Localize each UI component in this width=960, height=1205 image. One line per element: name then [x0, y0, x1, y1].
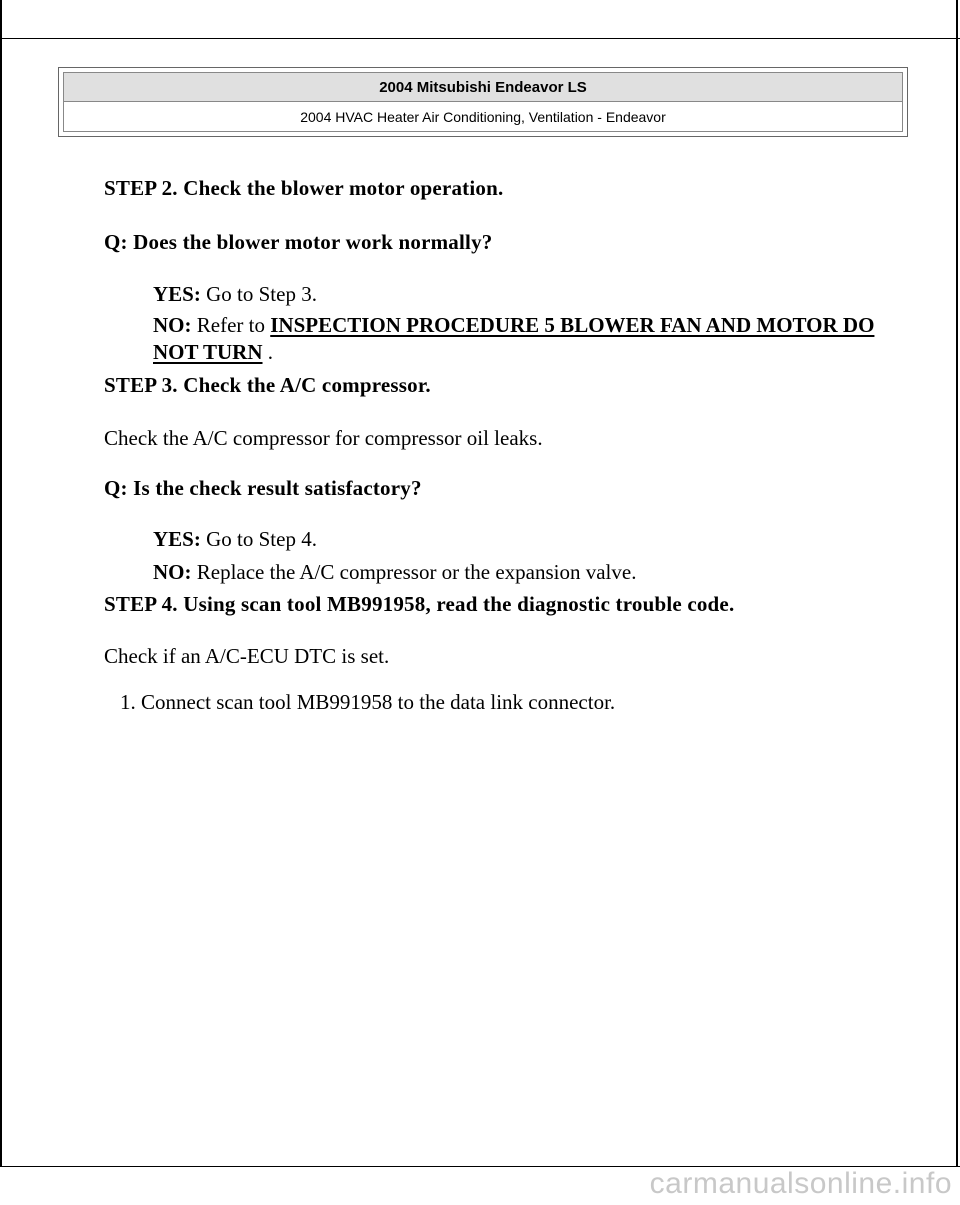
no-tail: .: [262, 340, 274, 364]
document-header-inner: [63, 72, 903, 132]
no-label: NO:: [153, 313, 192, 337]
step-2-no-answer: [153, 312, 883, 366]
no-text: Refer to: [191, 313, 271, 337]
document-header: [58, 67, 908, 137]
no-label: NO:: [153, 560, 192, 584]
step-3-heading: STEP 3. Check the A/C compressor.: [104, 373, 431, 397]
vehicle-title: 2004 Mitsubishi Endeavor LS: [64, 73, 902, 102]
step-3-question: Q: Is the check result satisfactory?: [104, 476, 422, 500]
step-2-yes-answer: [153, 282, 317, 307]
list-item-text: Connect scan tool MB991958 to the data link connector.: [141, 690, 616, 714]
step-2-question: Q: Does the blower motor work normally?: [104, 230, 493, 254]
inspection-procedure-5-link[interactable]: INSPECTION PROCEDURE 5 BLOWER FAN AND MOTOR DO NOT TURN: [153, 313, 875, 364]
yes-text: Go to Step 3.: [200, 282, 317, 306]
yes-text: Go to Step 4.: [200, 527, 317, 551]
list-item-number: 1.: [120, 690, 136, 714]
yes-label: YES:: [153, 282, 201, 306]
yes-label: YES:: [153, 527, 201, 551]
step-3-yes-answer: [153, 527, 317, 552]
list-item: [120, 690, 615, 715]
no-text: Replace the A/C compressor or the expansion valve.: [191, 560, 637, 584]
site-watermark: carmanualsonline.info: [649, 1167, 952, 1200]
step-3-instruction: Check the A/C compressor for compressor oil leaks.: [104, 426, 543, 450]
step-4-heading: STEP 4. Using scan tool MB991958, read the diagnostic trouble code.: [104, 592, 735, 616]
step-3-no-answer: [153, 560, 636, 585]
step-4-instruction: Check if an A/C-ECU DTC is set.: [104, 644, 390, 668]
step-2-heading: STEP 2. Check the blower motor operation.: [104, 176, 504, 200]
section-subtitle: 2004 HVAC Heater Air Conditioning, Ventilation - Endeavor: [300, 108, 666, 125]
